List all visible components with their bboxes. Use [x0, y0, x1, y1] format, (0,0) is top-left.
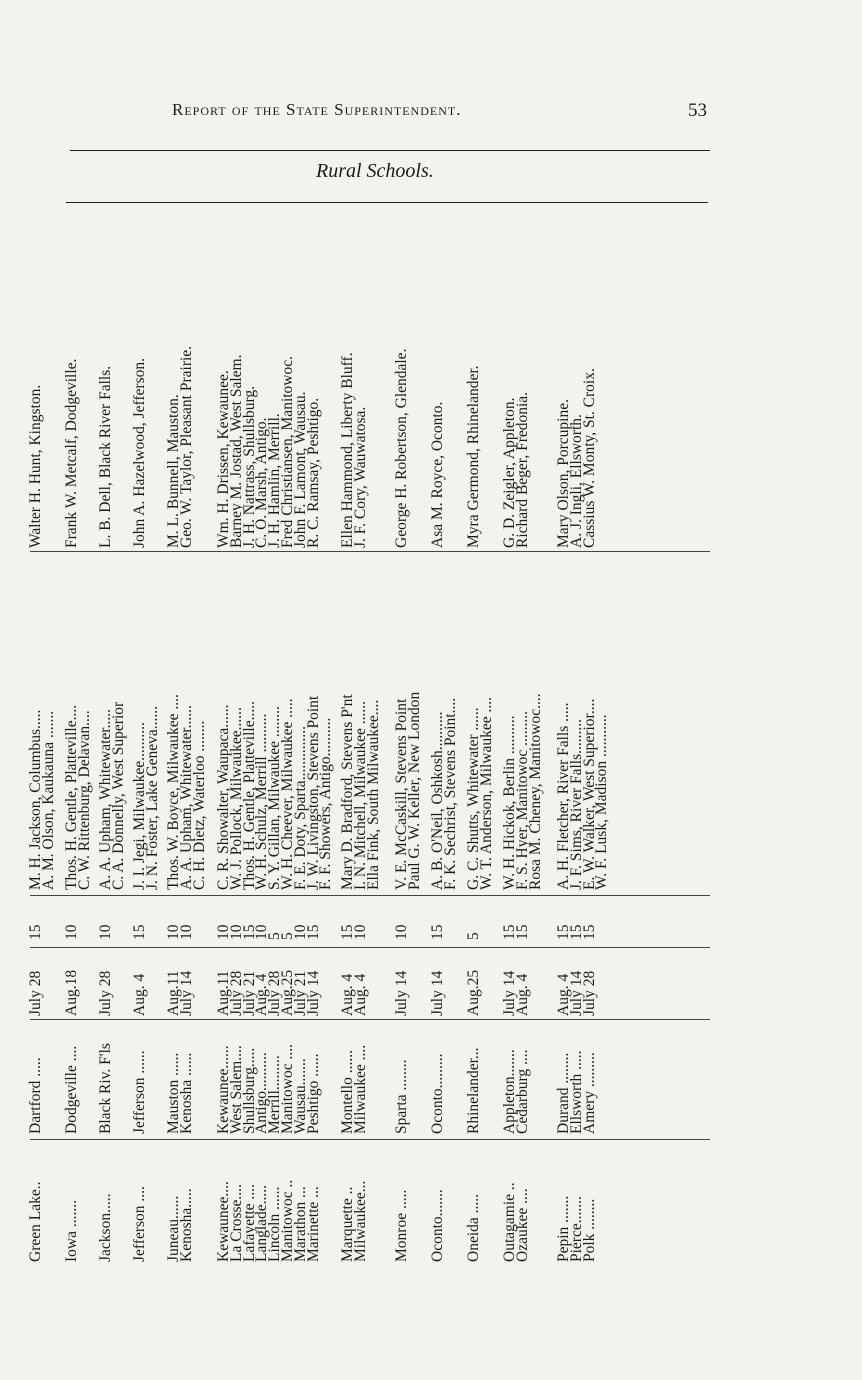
cell-place: Rhinelander...	[465, 1047, 482, 1134]
cell-place: Wausau.......	[291, 1058, 309, 1134]
cell-conductor: Paul G. W. Keller, New London	[405, 691, 423, 890]
cell-days: 10	[215, 924, 232, 940]
cell-conductor: C. R. Showalter, Waupaca......	[215, 704, 232, 890]
cell-secretary: J. F. Cory, Wauwatosa.	[351, 406, 369, 548]
cell-conductor: Thos. W. Boyce, Milwaukee ....	[165, 694, 182, 890]
cell-days: 10	[227, 924, 245, 940]
cell-days: 10	[291, 924, 309, 940]
cell-conductor: M. H. Jackson, Columbus.....	[27, 709, 44, 890]
cell-conductor: A. A. Upham, Whitewater......	[177, 705, 195, 890]
cell-secretary: Myra Germond, Rhinelander.	[465, 365, 482, 548]
cell-place: Black Riv. F'ls	[97, 1043, 114, 1134]
table-row	[143, 210, 161, 1270]
cell-conductor: E. W. Walker, West Superior....	[580, 698, 598, 890]
cell-conductor: Ella Fink, South Milwaukee....	[364, 699, 382, 890]
cell-place: Kenosha ......	[177, 1052, 195, 1134]
cell-days: 15	[580, 924, 598, 940]
cell-conductor: W. H. Schulz, Merrill ..........	[253, 713, 271, 890]
cell-county: Marinette ...	[304, 1186, 322, 1262]
cell-secretary: R. C. Ramsay, Peshtigo.	[304, 397, 322, 548]
cell-days: 10	[253, 924, 271, 940]
county-group	[63, 210, 93, 1270]
cell-place: Dodgeville ....	[63, 1045, 80, 1134]
cell-county: Jackson.....	[97, 1193, 114, 1262]
cell-county: Outagamie ..	[501, 1182, 518, 1262]
cell-conductor: J. F. Sims, River Falls.........	[567, 718, 585, 890]
cell-conductor: W. H. Hickok, Berlin ..........	[501, 715, 518, 890]
cell-days: 15	[567, 924, 585, 940]
cell-county: Lafayette ....	[240, 1184, 258, 1262]
cell-days: 15	[131, 924, 148, 940]
county-group	[429, 210, 459, 1270]
cell-days: 10	[63, 924, 80, 940]
cell-conductor: J. W. Livingston, Stevens Point	[304, 695, 322, 890]
cell-conductor: F. K. Sechrist, Stevens Point....	[441, 697, 459, 890]
cell-county: La Crosse....	[227, 1184, 245, 1262]
table-row	[39, 210, 57, 1270]
cell-date: July 14	[393, 970, 410, 1016]
county-group	[97, 210, 127, 1270]
cell-conductor: C. A. Donnelly, West Superior	[109, 701, 127, 890]
cell-secretary: Frank W. Metcalf, Dodgeville.	[63, 358, 80, 548]
county-group	[215, 210, 335, 1270]
cell-date: Aug.25	[278, 969, 296, 1016]
cell-place: Durand ........	[555, 1052, 572, 1134]
cell-county: Green Lake..	[27, 1181, 44, 1262]
cell-secretary: L. B. Dell, Black River Falls.	[97, 365, 114, 548]
county-group	[165, 210, 208, 1270]
county-group	[27, 210, 57, 1270]
cell-conductor: Thos. H. Gentle, Platteville....	[63, 704, 80, 890]
cell-secretary: J. H. Nattrass, Shullsburg.	[240, 385, 258, 548]
cell-place: Cedarburg ....	[513, 1049, 531, 1134]
county-group	[555, 210, 611, 1270]
table-row	[317, 210, 335, 1270]
county-group	[465, 210, 495, 1270]
cell-conductor: Thos. H. Gentle, Platteville.....	[240, 701, 258, 890]
cell-secretary: Asa M. Royce, Oconto.	[429, 401, 446, 548]
cell-days: 10	[393, 924, 410, 940]
cell-days: 10	[351, 924, 369, 940]
county-group	[501, 210, 544, 1270]
cell-conductor: G. C. Shutts, Whitewater ......	[465, 707, 482, 890]
cell-secretary: Fred Christiansen, Manitowoc.	[278, 355, 296, 548]
cell-date: July 14	[177, 970, 195, 1016]
cell-date: Aug.11	[215, 970, 232, 1016]
cell-date: July 14	[567, 970, 585, 1016]
cell-county: Ozaukee ....	[513, 1188, 531, 1262]
cell-county: Manitowoc ..	[278, 1179, 296, 1262]
county-group	[131, 210, 161, 1270]
cell-date: July 28	[97, 970, 114, 1016]
cell-place: Jefferson ......	[131, 1050, 148, 1134]
cell-county: Jefferson ....	[131, 1186, 148, 1262]
cell-conductor: Mary D. Bradford, Stevens P'nt	[339, 694, 356, 890]
cell-date: July 28	[27, 970, 44, 1016]
section-rule	[66, 202, 708, 203]
cell-date: Aug. 4	[555, 973, 572, 1016]
cell-date: July 21	[291, 970, 309, 1016]
cell-conductor: F. S. Hyer, Manitowoc .........	[513, 711, 531, 890]
county-group	[339, 210, 382, 1270]
top-rule	[70, 150, 710, 151]
table-row	[441, 210, 459, 1270]
cell-secretary: John F. Lamont, Wausau.	[291, 391, 309, 548]
cell-place: Mauston ......	[165, 1052, 182, 1134]
cell-secretary: Cassius W. Monty, St. Croix.	[580, 368, 598, 548]
cell-secretary: Mary Olson, Porcupine.	[555, 399, 572, 548]
table-row	[75, 210, 93, 1270]
cell-conductor: A. A. Upham, Whitewater.....	[97, 709, 114, 890]
cell-county: Lincoln ......	[266, 1186, 284, 1262]
cell-place: Appleton.......	[501, 1049, 518, 1134]
cell-date: July 28	[227, 970, 245, 1016]
cell-conductor: Rosa M. Cheney, Manitowoc....	[526, 693, 544, 890]
cell-date: Aug.18	[63, 969, 80, 1016]
cell-county: Monroe .....	[393, 1189, 410, 1262]
cell-place: Dartford .....	[27, 1057, 44, 1134]
cell-place: West Salem....	[227, 1045, 245, 1134]
cell-county: Marathon ...	[291, 1186, 309, 1262]
table-row	[109, 210, 127, 1270]
cell-conductor: J. I. Jegi, Milwaukee..........	[131, 722, 148, 890]
cell-county: Oconto.......	[429, 1189, 446, 1262]
cell-conductor: W. H. Cheever, Milwaukee .....	[278, 698, 296, 890]
cell-days: 10	[177, 924, 195, 940]
cell-place: Milwaukee ....	[351, 1044, 369, 1134]
cell-date: Aug.25	[465, 969, 482, 1016]
cell-county: Milwaukee...	[351, 1180, 369, 1262]
cell-secretary: A. J. Ingli, Ellsworth.	[567, 414, 585, 548]
cell-days: 10	[97, 924, 114, 940]
cell-days: 15	[339, 924, 356, 940]
cell-secretary: John A. Hazelwood, Jefferson.	[131, 358, 148, 548]
cell-days: 15	[513, 924, 531, 940]
section-title: Rural Schools.	[316, 160, 434, 182]
cell-conductor: S. Y. Gillan, Milwaukee ........	[266, 706, 284, 890]
cell-date: July 14	[304, 970, 322, 1016]
cell-date: July 14	[429, 970, 446, 1016]
cell-place: Amery .........	[580, 1052, 598, 1134]
cell-date: July 28	[580, 970, 598, 1016]
table-row	[190, 210, 208, 1270]
running-head: Report of the State Superintendent.	[172, 100, 462, 119]
cell-days: 5	[278, 932, 296, 940]
cell-place: Ellsworth .....	[567, 1050, 585, 1134]
table-row	[477, 210, 495, 1270]
rural-schools-table	[27, 210, 710, 1270]
cell-date: Aug. 4	[339, 973, 356, 1016]
cell-secretary: G. D. Zeigler, Appleton.	[501, 397, 518, 548]
cell-place: Antigo..........	[253, 1052, 271, 1134]
cell-date: Aug.11	[165, 970, 182, 1016]
cell-conductor: A. M. Olson, Kaukauna .......	[39, 710, 57, 890]
cell-county: Oneida .....	[465, 1193, 482, 1262]
cell-secretary: M. L. Bunnell, Mauston.	[165, 394, 182, 548]
cell-secretary: Wm. H. Drissen, Kewaunee.	[215, 370, 232, 548]
cell-days: 15	[429, 924, 446, 940]
cell-county: Pierce.......	[567, 1196, 585, 1262]
cell-conductor: J. N. Foster, Lake Geneva......	[143, 705, 161, 890]
cell-place: Shullsburg.....	[240, 1047, 258, 1134]
cell-county: Juneau......	[165, 1195, 182, 1262]
cell-secretary: Walter H. Hunt, Kingston.	[27, 384, 44, 548]
cell-place: Manitowoc ....	[278, 1044, 296, 1134]
cell-conductor: W. F. Lusk, Madison ...........	[593, 714, 611, 890]
cell-date: Aug. 4	[253, 973, 271, 1016]
cell-conductor: V. E. McCaskill, Stevens Point	[393, 698, 410, 890]
cell-county: Langlade.....	[253, 1184, 271, 1262]
cell-date: Aug. 4	[131, 973, 148, 1016]
cell-secretary: George H. Robertson, Glendale.	[393, 348, 410, 548]
cell-days: 15	[555, 924, 572, 940]
table-row	[526, 210, 544, 1270]
cell-secretary: Ellen Hammond, Liberty Bluff.	[339, 352, 356, 548]
cell-secretary: J. H. Hamlin, Merrill.	[266, 413, 284, 548]
cell-place: Sparta ........	[393, 1059, 410, 1134]
cell-days: 15	[240, 924, 258, 940]
cell-place: Oconto.........	[429, 1053, 446, 1134]
table-row	[405, 210, 423, 1270]
cell-date: Aug. 4	[351, 973, 369, 1016]
cell-county: Marquette ..	[339, 1186, 356, 1262]
cell-conductor: A. B. O'Neil, Oshkosh..........	[429, 711, 446, 890]
cell-county: Pepin .......	[555, 1195, 572, 1262]
cell-conductor: C. H. Dietz, Waterloo ........	[190, 720, 208, 890]
cell-days: 15	[501, 924, 518, 940]
cell-date: July 28	[266, 970, 284, 1016]
cell-conductor: W. T. Anderson, Milwaukee ....	[477, 696, 495, 890]
cell-secretary: Barney M. Jostad, West Salem.	[227, 354, 245, 548]
cell-days: 15	[304, 924, 322, 940]
cell-secretary: C. O. Marsh, Antigo.	[253, 417, 271, 548]
cell-place: Merrill.........	[266, 1055, 284, 1134]
cell-conductor: I. N. Mitchell, Milwaukee ......	[351, 701, 369, 890]
cell-date: July 21	[240, 970, 258, 1016]
table-row	[593, 210, 611, 1270]
cell-days: 15	[27, 924, 44, 940]
page-number: 53	[688, 100, 707, 121]
cell-conductor: C. W. Rittenburg, Delavan....	[75, 710, 93, 890]
cell-conductor: F. F. Showers, Antigo..........	[317, 717, 335, 890]
cell-secretary: Geo. W. Taylor, Pleasant Prairie.	[177, 345, 195, 548]
cell-days: 5	[465, 932, 482, 940]
cell-county: Kenosha.....	[177, 1188, 195, 1262]
cell-place: Peshtigo ......	[304, 1053, 322, 1134]
county-group	[393, 210, 423, 1270]
cell-county: Kewaunee....	[215, 1181, 232, 1262]
cell-county: Iowa .......	[63, 1200, 80, 1262]
cell-date: Aug. 4	[513, 973, 531, 1016]
table-row	[364, 210, 382, 1270]
cell-conductor: W. J. Pollock, Milwaukee......	[227, 707, 245, 890]
cell-secretary: Richard Beger, Fredonia.	[513, 391, 531, 548]
cell-conductor: A. H. Fletcher, River Falls .....	[555, 702, 572, 890]
cell-county: Polk ........	[580, 1198, 598, 1262]
cell-date: July 14	[501, 970, 518, 1016]
cell-place: Kewaunee......	[215, 1045, 232, 1134]
cell-days: 5	[266, 932, 284, 940]
cell-days: 10	[165, 924, 182, 940]
cell-place: Montello ......	[339, 1050, 356, 1134]
cell-conductor: F. E. Doty, Sparta..............	[291, 726, 309, 890]
